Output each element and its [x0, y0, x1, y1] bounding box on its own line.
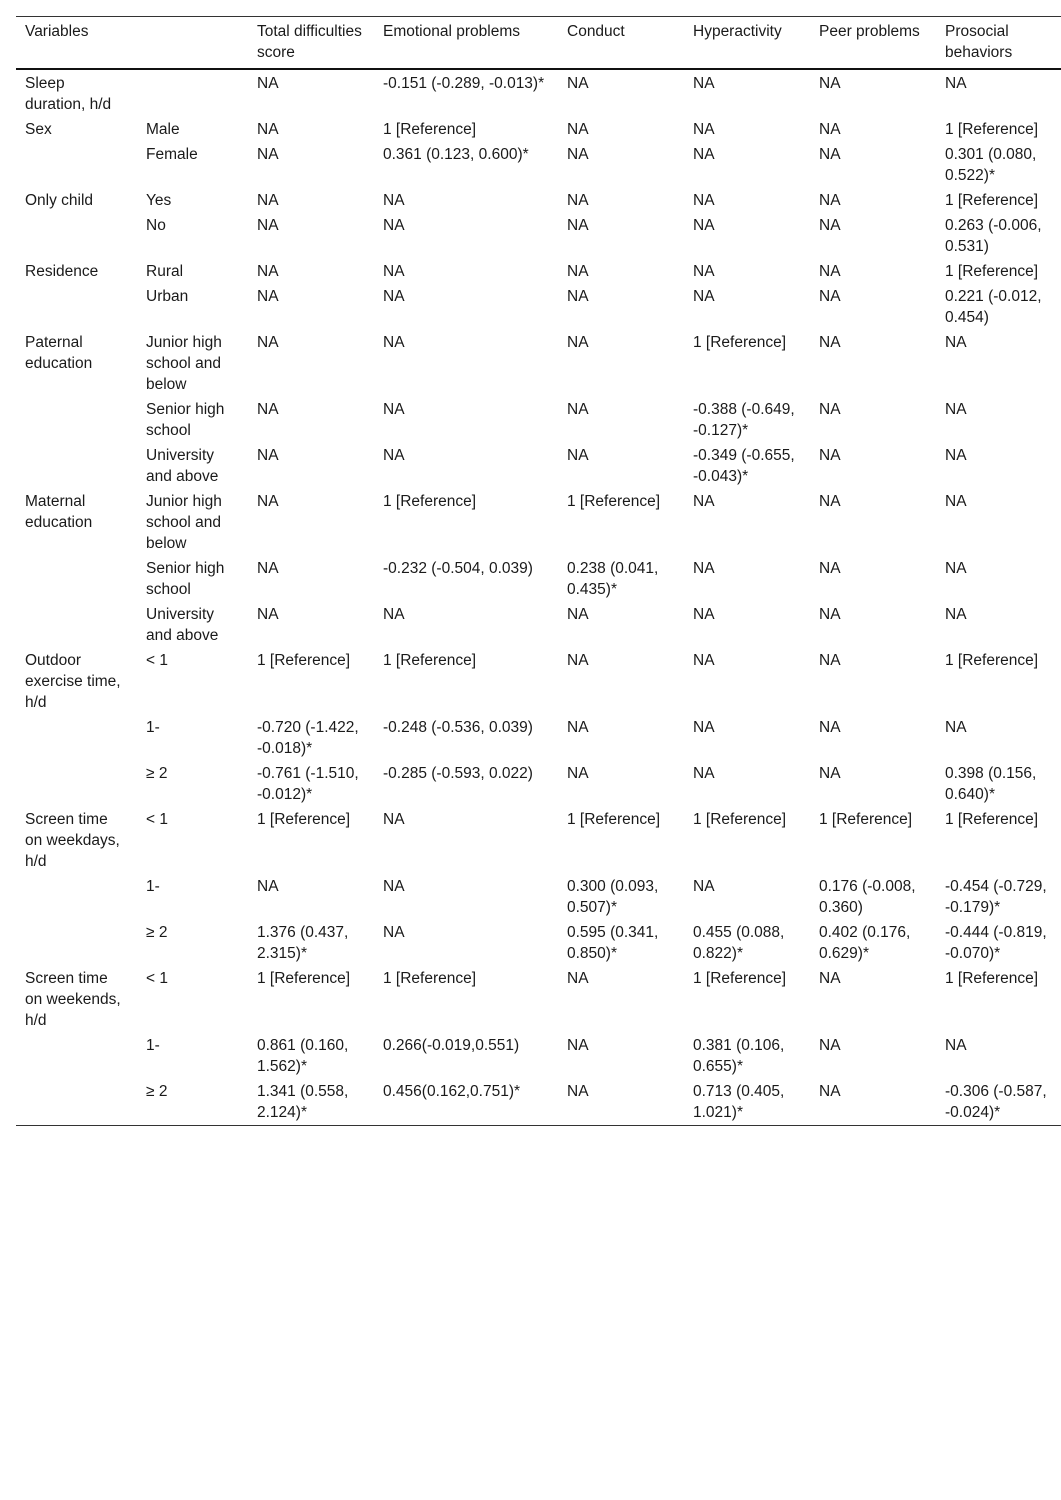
cell-emotional-problems: NA [383, 263, 405, 280]
cell-prosocial-behaviors: NA [945, 719, 967, 736]
cell-emotional-problems: 0.456(0.162,0.751)* [383, 1083, 521, 1100]
cell-conduct: NA [567, 288, 589, 305]
cell-prosocial-behaviors: NA [945, 334, 967, 351]
cell-emotional-problems: -0.285 (-0.593, 0.022) [383, 765, 533, 782]
cell-variable [16, 602, 137, 648]
header-row [16, 17, 1061, 70]
cell-emotional-problems: -0.232 (-0.504, 0.039) [383, 560, 533, 577]
cell-prosocial-behaviors: -0.444 (-0.819, -0.070)* [945, 924, 1047, 962]
cell-prosocial-behaviors: 1 [Reference] [945, 652, 1039, 669]
cell-peer-problems: 0.402 (0.176, 0.629)* [819, 924, 911, 962]
cell-emotional-problems: 1 [Reference] [383, 970, 477, 987]
cell-hyperactivity: NA [693, 217, 715, 234]
table-row [16, 648, 1061, 715]
cell-category: Junior high school and below [146, 493, 222, 552]
cell-category: ≥ 2 [146, 924, 168, 941]
table-row [16, 761, 1061, 807]
cell-hyperactivity: -0.388 (-0.649, -0.127)* [693, 401, 795, 439]
cell-variable: Paternal education [25, 334, 93, 372]
cell-hyperactivity: 1 [Reference] [693, 334, 787, 351]
cell-total-difficulties: -0.720 (-1.422, -0.018)* [257, 719, 359, 757]
cell-hyperactivity: -0.349 (-0.655, -0.043)* [693, 447, 795, 485]
cell-peer-problems: 0.176 (-0.008, 0.360) [819, 878, 916, 916]
cell-total-difficulties: 1.376 (0.437, 2.315)* [257, 924, 349, 962]
cell-category: < 1 [146, 970, 168, 987]
cell-hyperactivity: NA [693, 75, 715, 92]
cell-variable [16, 715, 137, 761]
cell-emotional-problems: 1 [Reference] [383, 493, 477, 510]
cell-total-difficulties: 0.861 (0.160, 1.562)* [257, 1037, 349, 1075]
cell-total-difficulties: 1 [Reference] [257, 652, 351, 669]
cell-category: University and above [146, 447, 219, 485]
cell-peer-problems: NA [819, 1083, 841, 1100]
cell-prosocial-behaviors: NA [945, 1037, 967, 1054]
table-body [16, 69, 1061, 1126]
cell-emotional-problems: NA [383, 192, 405, 209]
cell-prosocial-behaviors: NA [945, 401, 967, 418]
cell-conduct: 0.595 (0.341, 0.850)* [567, 924, 659, 962]
cell-variable: Residence [25, 263, 99, 280]
cell-hyperactivity: NA [693, 719, 715, 736]
cell-hyperactivity: 1 [Reference] [693, 970, 787, 987]
table-row [16, 1033, 1061, 1079]
table-row [16, 142, 1061, 188]
table-header [16, 17, 1061, 70]
cell-peer-problems: NA [819, 288, 841, 305]
cell-hyperactivity: 0.381 (0.106, 0.655)* [693, 1037, 785, 1075]
cell-total-difficulties: NA [257, 192, 279, 209]
header-peer-problems: Peer problems [819, 23, 920, 40]
cell-prosocial-behaviors: 1 [Reference] [945, 263, 1039, 280]
header-hyperactivity: Hyperactivity [693, 23, 782, 40]
cell-prosocial-behaviors: 1 [Reference] [945, 811, 1039, 828]
table-row [16, 1079, 1061, 1126]
cell-prosocial-behaviors: -0.306 (-0.587, -0.024)* [945, 1083, 1047, 1121]
table-row [16, 188, 1061, 213]
cell-variable: Only child [25, 192, 94, 209]
table-row [16, 556, 1061, 602]
table-row [16, 259, 1061, 284]
cell-total-difficulties: NA [257, 217, 279, 234]
cell-category: ≥ 2 [146, 765, 168, 782]
cell-peer-problems: NA [819, 970, 841, 987]
cell-peer-problems: NA [819, 217, 841, 234]
cell-hyperactivity: 1 [Reference] [693, 811, 787, 828]
cell-conduct: 1 [Reference] [567, 493, 661, 510]
cell-emotional-problems: NA [383, 811, 405, 828]
cell-variable [16, 443, 137, 489]
cell-total-difficulties: NA [257, 121, 279, 138]
cell-hyperactivity: NA [693, 288, 715, 305]
cell-category: Urban [146, 288, 189, 305]
cell-emotional-problems: NA [383, 924, 405, 941]
cell-peer-problems: NA [819, 447, 841, 464]
cell-peer-problems: NA [819, 560, 841, 577]
cell-conduct: NA [567, 606, 589, 623]
cell-total-difficulties: NA [257, 447, 279, 464]
cell-total-difficulties: NA [257, 560, 279, 577]
header-variables: Variables [25, 23, 89, 40]
cell-prosocial-behaviors: NA [945, 75, 967, 92]
cell-emotional-problems: NA [383, 217, 405, 234]
header-conduct: Conduct [567, 23, 625, 40]
cell-peer-problems: NA [819, 719, 841, 736]
cell-emotional-problems: -0.248 (-0.536, 0.039) [383, 719, 533, 736]
cell-prosocial-behaviors: 1 [Reference] [945, 970, 1039, 987]
cell-prosocial-behaviors: -0.454 (-0.729, -0.179)* [945, 878, 1047, 916]
cell-prosocial-behaviors: NA [945, 560, 967, 577]
cell-emotional-problems: NA [383, 878, 405, 895]
cell-total-difficulties: NA [257, 146, 279, 163]
cell-category: 1- [146, 878, 160, 895]
cell-category: Senior high school [146, 560, 225, 598]
cell-variable: Outdoor exercise time, h/d [25, 652, 121, 711]
cell-variable: Sex [25, 121, 52, 138]
table-row [16, 117, 1061, 142]
cell-total-difficulties: NA [257, 878, 279, 895]
cell-category: 1- [146, 719, 160, 736]
cell-variable [16, 397, 137, 443]
cell-category: Senior high school [146, 401, 225, 439]
table-row [16, 330, 1061, 397]
cell-emotional-problems: NA [383, 447, 405, 464]
cell-emotional-problems: NA [383, 288, 405, 305]
cell-conduct: NA [567, 217, 589, 234]
results-table [16, 16, 1061, 1126]
header-category [137, 17, 248, 70]
cell-conduct: NA [567, 652, 589, 669]
cell-category: Yes [146, 192, 172, 209]
cell-variable [16, 1079, 137, 1126]
cell-emotional-problems: NA [383, 606, 405, 623]
cell-hyperactivity: 0.713 (0.405, 1.021)* [693, 1083, 785, 1121]
cell-conduct: NA [567, 401, 589, 418]
cell-category: No [146, 217, 166, 234]
cell-variable [16, 213, 137, 259]
cell-peer-problems: NA [819, 192, 841, 209]
cell-peer-problems: NA [819, 75, 841, 92]
cell-hyperactivity: NA [693, 560, 715, 577]
table-row [16, 874, 1061, 920]
cell-conduct: 0.300 (0.093, 0.507)* [567, 878, 659, 916]
cell-total-difficulties: 1.341 (0.558, 2.124)* [257, 1083, 349, 1121]
table-row [16, 807, 1061, 874]
cell-peer-problems: NA [819, 493, 841, 510]
cell-emotional-problems: 0.266(-0.019,0.551) [383, 1037, 520, 1054]
cell-peer-problems: NA [819, 334, 841, 351]
cell-conduct: NA [567, 970, 589, 987]
cell-variable [16, 1033, 137, 1079]
cell-total-difficulties: 1 [Reference] [257, 970, 351, 987]
cell-conduct: NA [567, 121, 589, 138]
cell-conduct: NA [567, 75, 589, 92]
cell-variable [16, 920, 137, 966]
cell-hyperactivity: NA [693, 606, 715, 623]
table-row [16, 602, 1061, 648]
cell-conduct: 1 [Reference] [567, 811, 661, 828]
cell-peer-problems: NA [819, 606, 841, 623]
cell-category: Female [146, 146, 198, 163]
header-total-difficulties-score: Total difficulties score [257, 23, 362, 61]
cell-hyperactivity: NA [693, 121, 715, 138]
cell-conduct: NA [567, 1037, 589, 1054]
cell-hyperactivity: NA [693, 192, 715, 209]
cell-variable: Sleep duration, h/d [25, 75, 112, 113]
cell-variable: Screen time on weekdays, h/d [25, 811, 120, 870]
cell-hyperactivity: NA [693, 493, 715, 510]
table-row [16, 489, 1061, 556]
cell-category: Male [146, 121, 180, 138]
cell-total-difficulties: NA [257, 606, 279, 623]
cell-conduct: 0.238 (0.041, 0.435)* [567, 560, 659, 598]
cell-conduct: NA [567, 146, 589, 163]
cell-emotional-problems: 0.361 (0.123, 0.600)* [383, 146, 529, 163]
cell-hyperactivity: NA [693, 652, 715, 669]
cell-conduct: NA [567, 765, 589, 782]
cell-category: University and above [146, 606, 219, 644]
cell-emotional-problems: 1 [Reference] [383, 121, 477, 138]
cell-category: 1- [146, 1037, 160, 1054]
cell-prosocial-behaviors: 1 [Reference] [945, 121, 1039, 138]
cell-variable [16, 874, 137, 920]
cell-conduct: NA [567, 334, 589, 351]
cell-peer-problems: NA [819, 401, 841, 418]
cell-total-difficulties: NA [257, 334, 279, 351]
cell-total-difficulties: NA [257, 75, 279, 92]
table-row [16, 284, 1061, 330]
cell-peer-problems: 1 [Reference] [819, 811, 913, 828]
cell-peer-problems: NA [819, 765, 841, 782]
cell-prosocial-behaviors: 0.301 (0.080, 0.522)* [945, 146, 1037, 184]
cell-hyperactivity: NA [693, 146, 715, 163]
table-row [16, 715, 1061, 761]
cell-conduct: NA [567, 719, 589, 736]
cell-variable [16, 556, 137, 602]
cell-variable [16, 284, 137, 330]
cell-total-difficulties: NA [257, 493, 279, 510]
table-row [16, 213, 1061, 259]
cell-conduct: NA [567, 263, 589, 280]
cell-variable: Maternal education [25, 493, 93, 531]
cell-variable: Screen time on weekends, h/d [25, 970, 121, 1029]
cell-prosocial-behaviors: 0.398 (0.156, 0.640)* [945, 765, 1037, 803]
cell-conduct: NA [567, 192, 589, 209]
cell-category: ≥ 2 [146, 1083, 168, 1100]
table-row [16, 397, 1061, 443]
cell-hyperactivity: 0.455 (0.088, 0.822)* [693, 924, 785, 962]
cell-peer-problems: NA [819, 263, 841, 280]
cell-prosocial-behaviors: 1 [Reference] [945, 192, 1039, 209]
cell-prosocial-behaviors: 0.221 (-0.012, 0.454) [945, 288, 1042, 326]
cell-emotional-problems: NA [383, 401, 405, 418]
cell-category: Rural [146, 263, 184, 280]
cell-hyperactivity: NA [693, 878, 715, 895]
table-row [16, 966, 1061, 1033]
cell-peer-problems: NA [819, 121, 841, 138]
cell-emotional-problems: NA [383, 334, 405, 351]
cell-conduct: NA [567, 447, 589, 464]
cell-total-difficulties: NA [257, 401, 279, 418]
cell-peer-problems: NA [819, 652, 841, 669]
cell-hyperactivity: NA [693, 263, 715, 280]
cell-variable [16, 761, 137, 807]
cell-hyperactivity: NA [693, 765, 715, 782]
cell-peer-problems: NA [819, 1037, 841, 1054]
cell-category: < 1 [146, 811, 168, 828]
cell-prosocial-behaviors: NA [945, 447, 967, 464]
header-emotional-problems: Emotional problems [383, 23, 520, 40]
cell-emotional-problems: 1 [Reference] [383, 652, 477, 669]
table-row [16, 920, 1061, 966]
cell-category: < 1 [146, 652, 168, 669]
cell-variable [16, 142, 137, 188]
table-row [16, 69, 1061, 117]
header-prosocial-behaviors: Prosocial behaviors [945, 23, 1013, 61]
cell-prosocial-behaviors: NA [945, 493, 967, 510]
cell-category: Junior high school and below [146, 334, 222, 393]
cell-category [137, 69, 248, 117]
cell-total-difficulties: NA [257, 288, 279, 305]
table-row [16, 443, 1061, 489]
cell-emotional-problems: -0.151 (-0.289, -0.013)* [383, 75, 545, 92]
cell-prosocial-behaviors: NA [945, 606, 967, 623]
cell-total-difficulties: -0.761 (-1.510, -0.012)* [257, 765, 359, 803]
cell-total-difficulties: 1 [Reference] [257, 811, 351, 828]
cell-total-difficulties: NA [257, 263, 279, 280]
cell-peer-problems: NA [819, 146, 841, 163]
cell-prosocial-behaviors: 0.263 (-0.006, 0.531) [945, 217, 1042, 255]
cell-conduct: NA [567, 1083, 589, 1100]
